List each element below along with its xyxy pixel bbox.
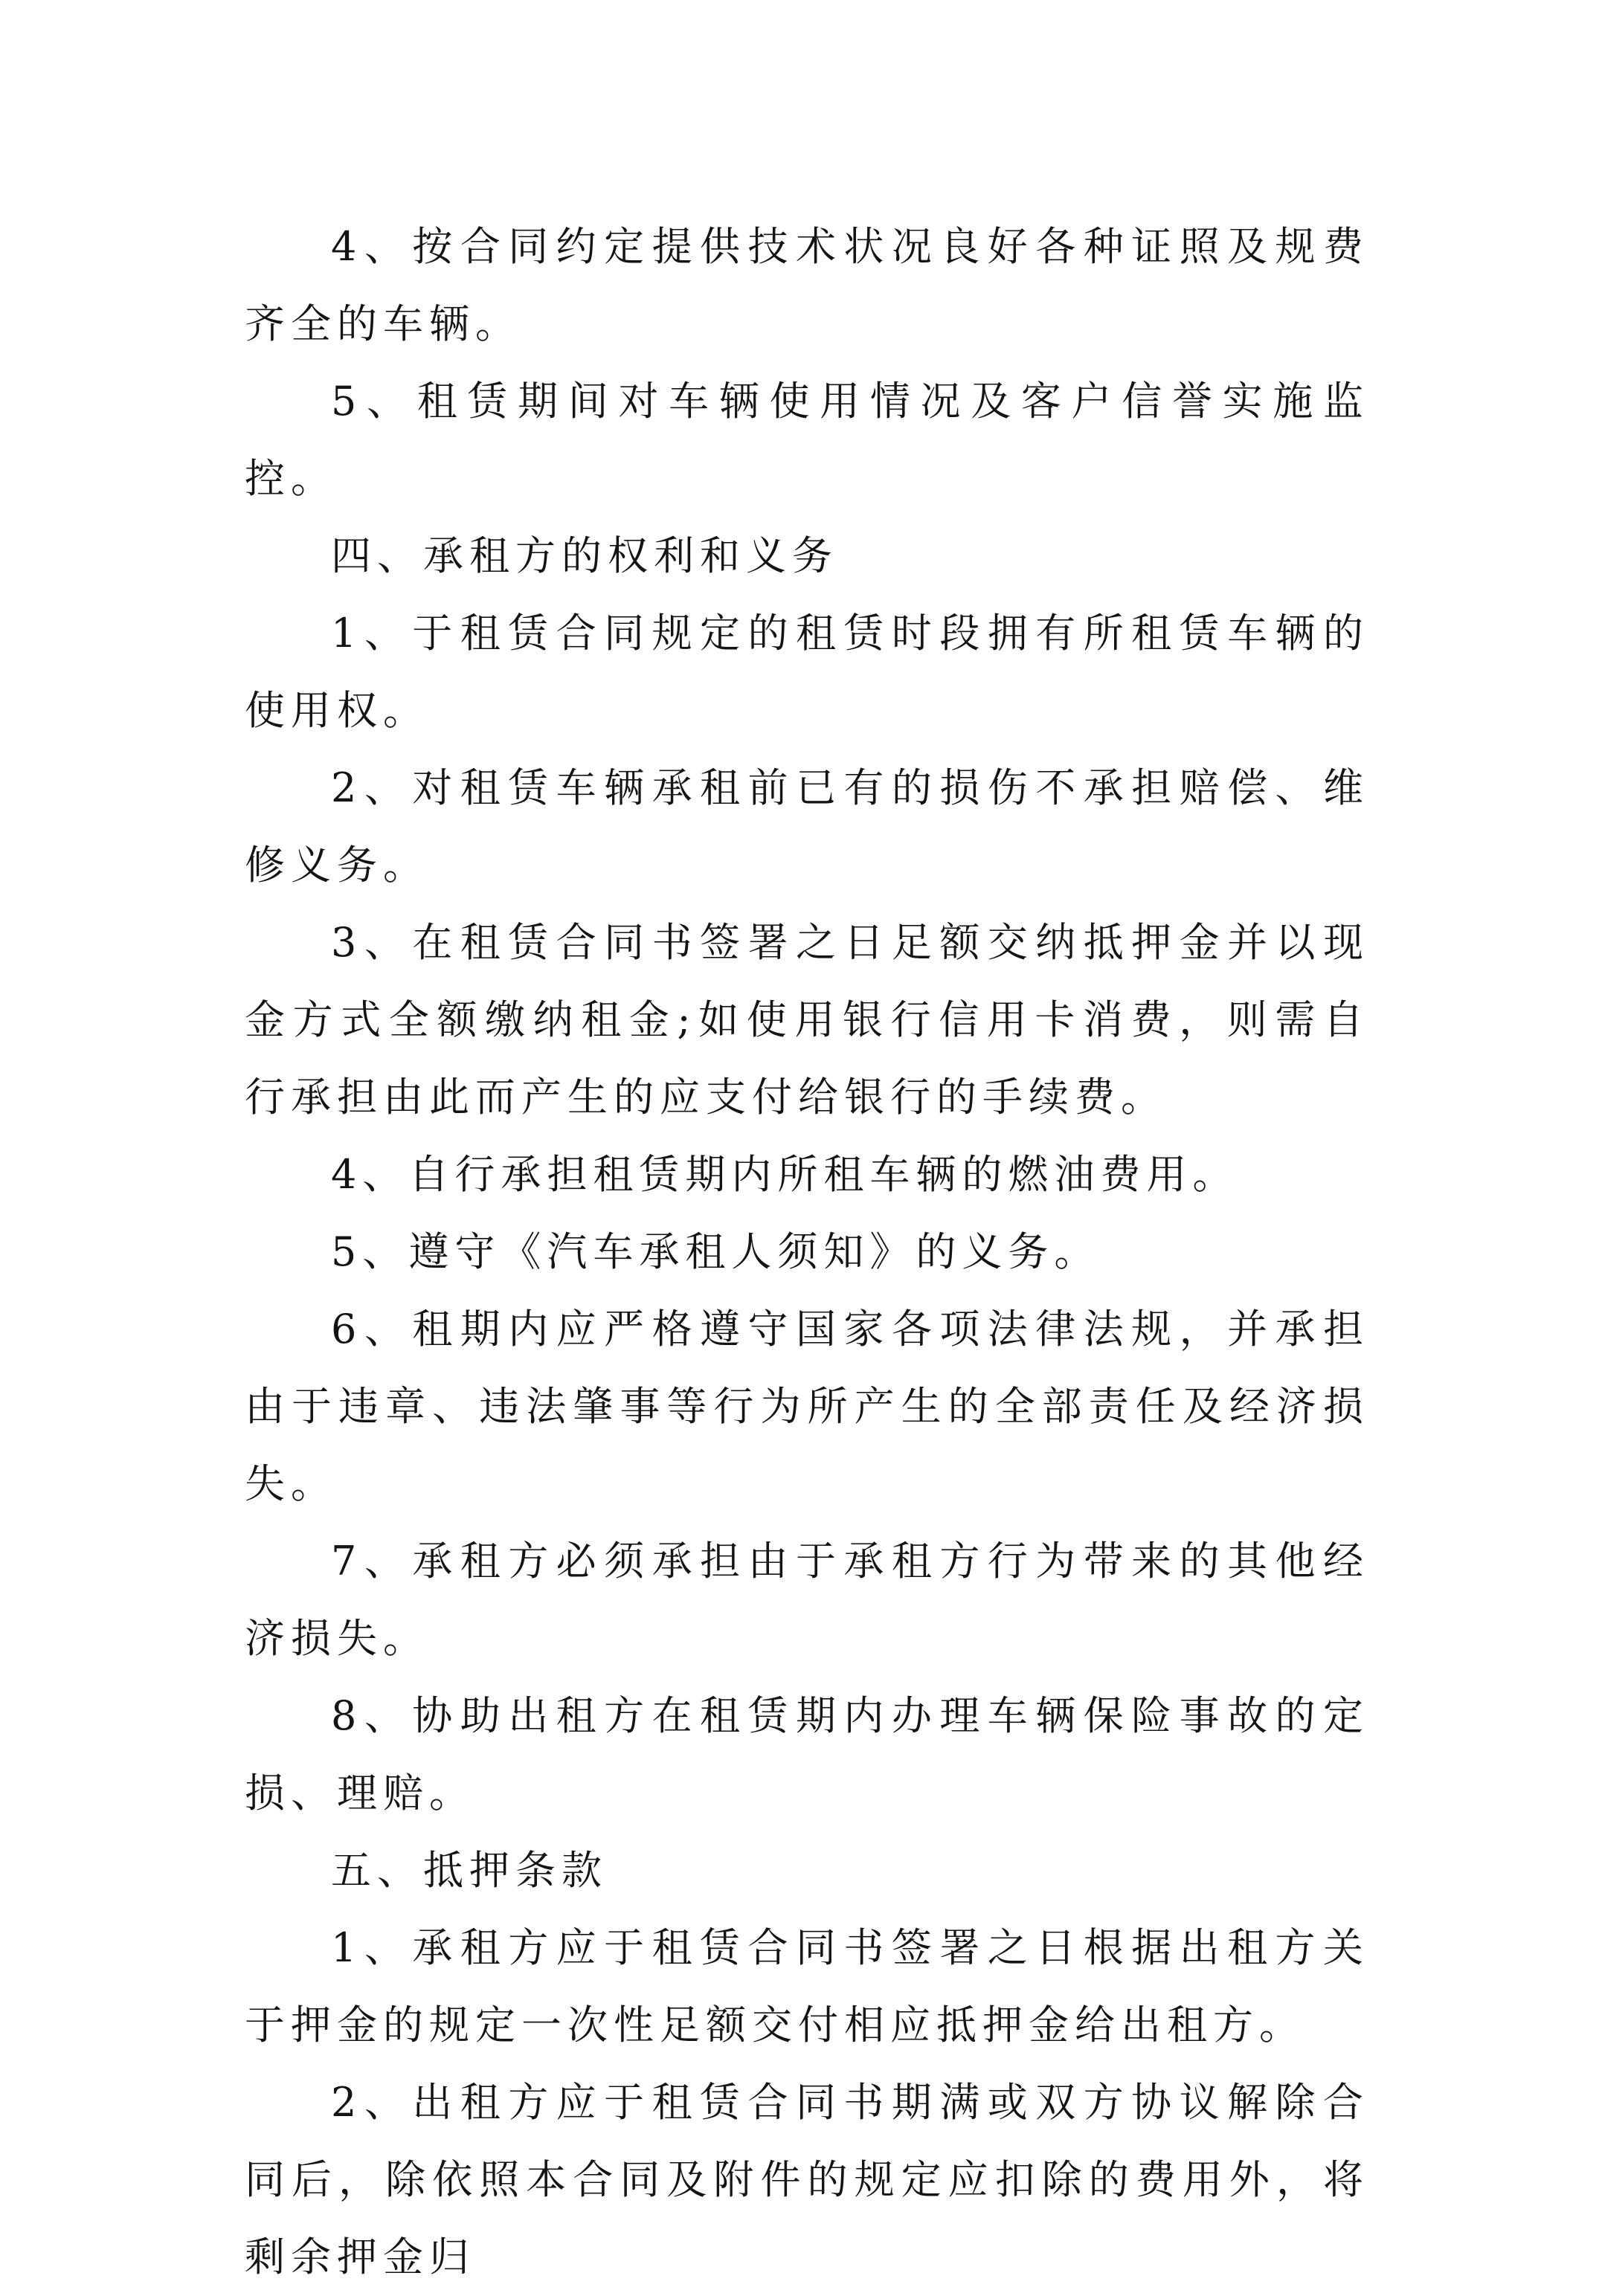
- paragraph: 8、协助出租方在租赁期内办理车辆保险事故的定损、理赔。: [245, 1692, 1369, 1816]
- paragraph: 2、对租赁车辆承租前已有的损伤不承担赔偿、维修义务。: [245, 764, 1369, 889]
- paragraph: 3、在租赁合同书签署之日足额交纳抵押金并以现金方式全额缴纳租金;如使用银行信用卡消费，则需自行承担由此而产生的应支付给银行的手续费。: [245, 919, 1369, 1120]
- paragraph: 5、租赁期间对车辆使用情况及客户信誉实施监控。: [245, 378, 1369, 502]
- section-heading: 四、承租方的权利和义务: [331, 532, 838, 579]
- paragraph: 2、出租方应于租赁合同书期满或双方协议解除合同后，除依照本合同及附件的规定应扣除的费用外，将剩余押金归: [245, 2079, 1369, 2280]
- paragraph: 6、租期内应严格遵守国家各项法律法规，并承担由于违章、违法肇事等行为所产生的全部责任及经济损失。: [245, 1306, 1369, 1507]
- paragraph: 5、遵守《汽车承租人须知》的义务。: [331, 1228, 1101, 1275]
- paragraph: 1、于租赁合同规定的租赁时段拥有所租赁车辆的使用权。: [245, 610, 1369, 734]
- paragraph: 4、自行承担租赁期内所租车辆的燃油费用。: [331, 1151, 1239, 1198]
- section-heading: 五、抵押条款: [331, 1847, 608, 1894]
- paragraph: 1、承租方应于租赁合同书签署之日根据出租方关于押金的规定一次性足额交付相应抵押金给出租方。: [245, 1924, 1369, 2048]
- paragraph: 7、承租方必须承担由于承租方行为带来的其他经济损失。: [245, 1538, 1369, 1662]
- document-body: [245, 208, 1369, 2296]
- paragraph: 4、按合同约定提供技术状况良好各种证照及规费齐全的车辆。: [245, 223, 1369, 347]
